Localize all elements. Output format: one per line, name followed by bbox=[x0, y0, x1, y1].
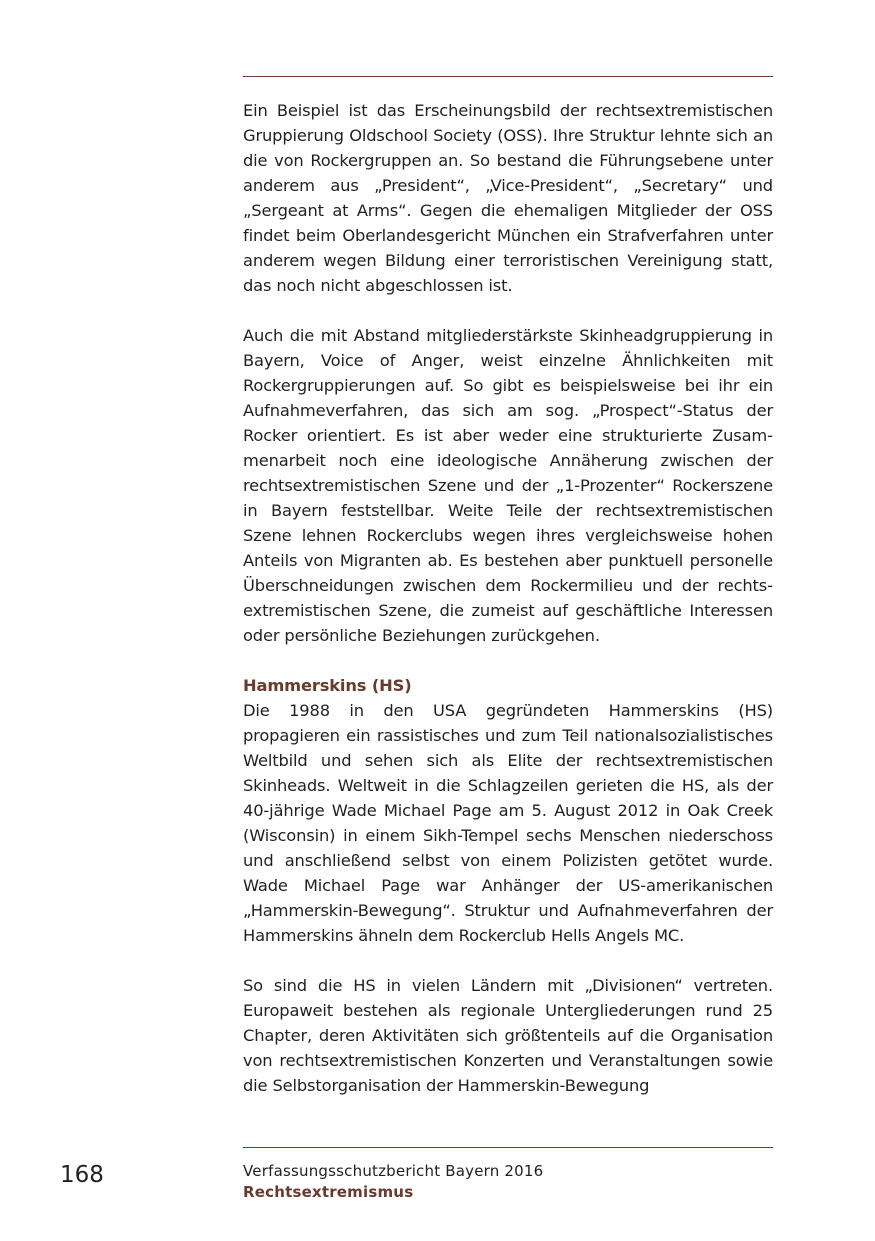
section-paragraph: So sind die HS in vielen Ländern mit „Divisionen“ vertreten. Europaweit bestehen als regionale Untergliederungen rund 25 Chapter, deren Aktivitäten sich größtenteils auf die Organisation von rechtsextremistischen Konzerten und Veranstaltungen sowie die Selbstorganisation der Hammerskin-Bewegung bbox=[243, 976, 773, 1095]
page-body bbox=[243, 98, 773, 1098]
header-rule bbox=[243, 76, 773, 77]
footer-publication-title: Verfassungsschutzbericht Bayern 2016 bbox=[243, 1162, 544, 1180]
page-number: 168 bbox=[60, 1162, 104, 1188]
footer-section-name: Rechtsextremismus bbox=[243, 1183, 414, 1201]
body-paragraph: Auch die mit Abstand mitgliederstärkste Skinheadgruppierung in Bayern, Voice of Anger, weist einzelne Ähnlichkeiten mit Rockergruppierungen auf. So gibt es beispielsweise bei ihr ein Aufnahmeverfahren, das sich am sog. „Prospect“-Status der Rocker orientiert. Es ist aber weder eine strukturierte Zusammenarbeit noch eine ideologische Annäherung zwischen der rechtsextremistischen Szene und der „1-Prozenter“ Rockerszene in Bayern feststellbar. Weite Teile der rechtsextremistischen Szene lehnen Rockerclubs wegen ihres vergleichsweise hohen Anteils von Migranten ab. Es bestehen aber punktuell personelle Überschneidungen zwischen dem Rockermilieu und der rechtsextremistischen Szene, die zumeist auf geschäftliche Interessen oder persönliche Beziehungen zurückgehen. bbox=[243, 326, 773, 645]
footer-rule bbox=[243, 1147, 773, 1148]
section-heading: Hammerskins (HS) bbox=[243, 676, 412, 695]
section-paragraph: Die 1988 in den USA gegründeten Hammerskins (HS) propagieren ein rassistisches und zum Teil nationalsozialistisches Weltbild und sehen sich als Elite der rechtsextremistischen Skinheads. Weltweit in die Schlagzeilen gerieten die HS, als der 40-jährige Wade Michael Page am 5. August 2012 in Oak Creek (Wisconsin) in einem Sikh-Tempel sechs Menschen niederschoss und anschließend selbst von einem Polizisten getötet wurde. Wade Michael Page war Anhänger der US-amerikanischen „Hammerskin-Bewegung“. Struktur und Aufnahmeverfahren der Hammerskins ähneln dem Rockerclub Hells Angels MC. bbox=[243, 701, 773, 945]
body-paragraph: Ein Beispiel ist das Erscheinungsbild der rechtsextremistischen Gruppierung Oldschool Society (OSS). Ihre Struktur lehnte sich an die von Rockergruppen an. So bestand die Führungsebene unter anderem aus „President“, „Vice-President“, „Secretary“ und „Sergeant at Arms“. Gegen die ehemaligen Mitglieder der OSS findet beim Oberlandesgericht München ein Strafverfahren unter anderem wegen Bildung einer terroristischen Vereinigung statt, das noch nicht abgeschlossen ist. bbox=[243, 101, 773, 295]
